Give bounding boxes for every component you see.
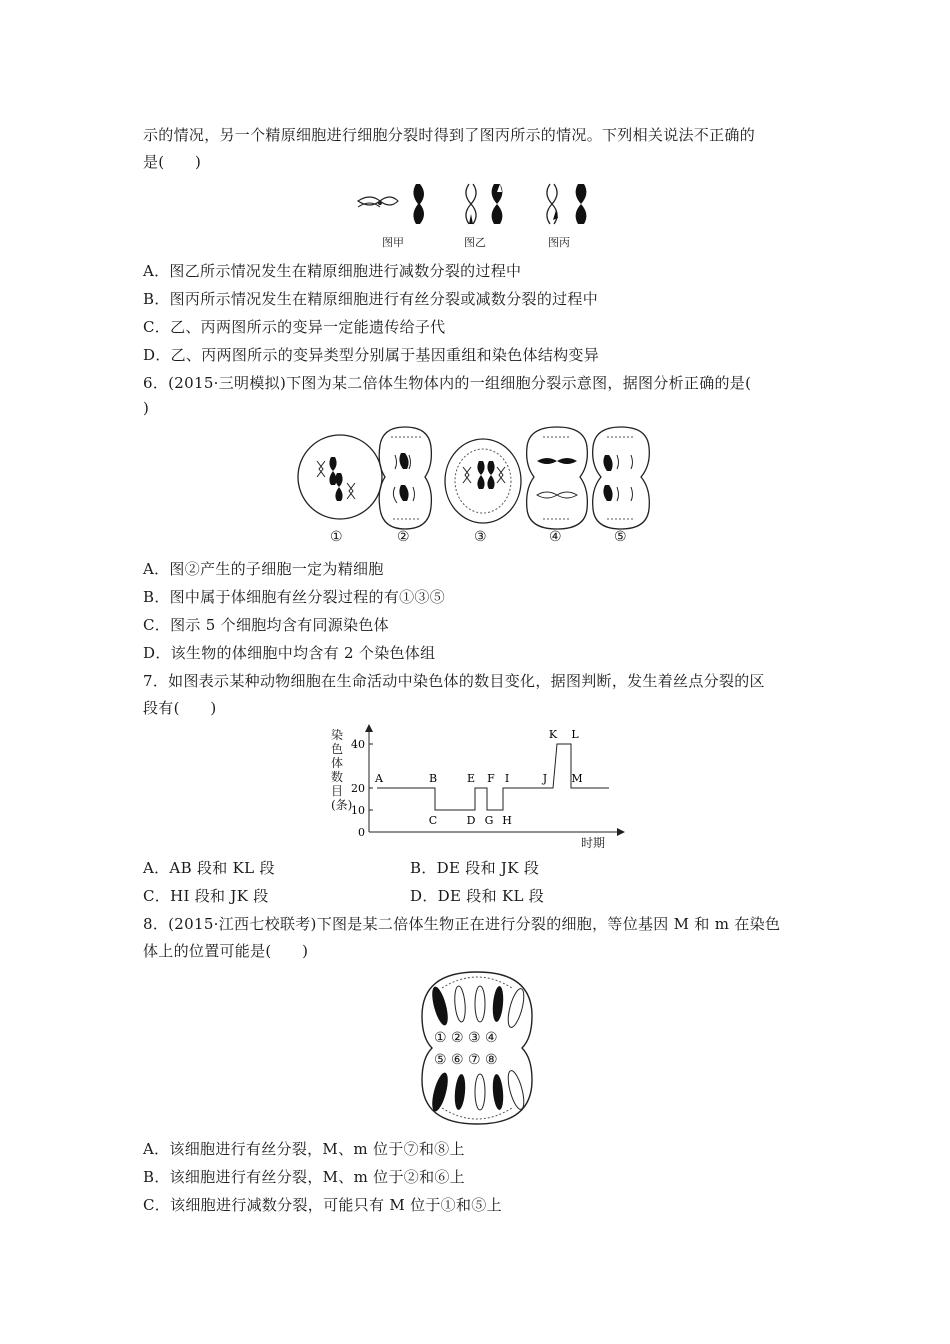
point-label-G: G <box>484 814 494 827</box>
cell-3 <box>445 439 521 523</box>
dividing-cell-figure <box>412 968 542 1128</box>
cell-2 <box>379 427 431 529</box>
point-label-H: H <box>502 814 512 827</box>
option-c: C．该细胞进行减数分裂，可能只有 M 位于①和⑤上 <box>143 1196 502 1214</box>
point-label-K: K <box>548 728 558 741</box>
chromosome-figure <box>352 180 602 250</box>
option-a: A．该细胞进行有丝分裂，M、m 位于⑦和⑧上 <box>143 1140 465 1158</box>
option-b: B．图中属于体细胞有丝分裂过程的有①③⑤ <box>143 588 446 606</box>
option-d: D．DE 段和 KL 段 <box>410 887 545 905</box>
point-label-L: L <box>571 728 579 741</box>
question-8-cont: 体上的位置可能是( ) <box>143 942 309 960</box>
y-tick-label: 10 <box>351 804 365 817</box>
point-label-E: E <box>466 772 476 785</box>
point-label-F: F <box>487 772 495 785</box>
question-8: 8．(2015·江西七校联考)下图是某二倍体生物正在进行分裂的细胞，等位基因 M 和 m 在染色 <box>143 915 781 933</box>
caption-bing: 图丙 <box>548 236 570 249</box>
option-a: A．图乙所示情况发生在精原细胞进行减数分裂的过程中 <box>143 262 522 280</box>
cell-label-3: ③ <box>474 529 487 545</box>
text-line: 是( ) <box>143 153 202 171</box>
chromosome-pair-bing <box>547 184 586 224</box>
cell-4 <box>527 427 588 529</box>
cell-division-figure <box>295 425 660 550</box>
cell-1 <box>298 435 382 519</box>
option-b: B．该细胞进行有丝分裂，M、m 位于②和⑥上 <box>143 1168 465 1186</box>
question-7: 7．如图表示某种动物细胞在生命活动中染色体的数目变化，据图判断，发生着丝点分裂的区 <box>143 672 765 690</box>
point-label-J: J <box>542 772 548 785</box>
cell-label-4: ④ <box>549 529 562 545</box>
point-label-A: A <box>375 772 383 785</box>
option-a: A．图②产生的子细胞一定为精细胞 <box>143 560 384 578</box>
y-tick-label: 0 <box>358 826 365 839</box>
x-axis-label: 时期 <box>581 836 606 850</box>
point-label-I: I <box>504 772 510 785</box>
option-c: C．图示 5 个细胞均含有同源染色体 <box>143 616 389 634</box>
option-d: D．该生物的体细胞中均含有 2 个染色体组 <box>143 644 436 662</box>
point-label-C: C <box>428 814 438 827</box>
question-6-cont: ) <box>143 399 150 417</box>
point-label-D: D <box>466 814 476 827</box>
chromosome-pair-yi <box>466 184 502 224</box>
question-7-cont: 段有( ) <box>143 699 217 717</box>
option-b: B．图丙所示情况发生在精原细胞进行有丝分裂或减数分裂的过程中 <box>143 290 599 308</box>
option-c: C．HI 段和 JK 段 <box>143 887 269 905</box>
text-line: 示的情况，另一个精原细胞进行细胞分裂时得到了图丙所示的情况。下列相关说法不正确的 <box>143 126 756 144</box>
question-6: 6．(2015·三明模拟)下图为某二倍体生物体内的一组细胞分裂示意图，据图分析正确的是( <box>143 374 752 392</box>
option-b: B．DE 段和 JK 段 <box>410 859 540 877</box>
option-c: C．乙、丙两图所示的变异一定能遗传给子代 <box>143 318 446 336</box>
caption-jia: 图甲 <box>382 236 404 249</box>
cell-label-5: ⑤ <box>614 529 627 545</box>
y-tick-label: 20 <box>351 782 365 795</box>
cell-label-1: ① <box>330 529 343 545</box>
cell-label-2: ② <box>397 529 410 545</box>
y-axis-label: 染色体数目(条) <box>331 728 353 812</box>
numbers-row-1: ① ② ③ ④ <box>434 1030 498 1046</box>
chromosome-pair-jia <box>358 184 424 224</box>
point-label-B: B <box>428 772 438 785</box>
y-tick-label: 40 <box>351 738 365 751</box>
point-label-M: M <box>571 772 583 785</box>
cell-5 <box>593 427 650 529</box>
numbers-row-2: ⑤ ⑥ ⑦ ⑧ <box>434 1052 498 1068</box>
option-d: D．乙、丙两图所示的变异类型分别属于基因重组和染色体结构变异 <box>143 346 600 364</box>
chromosome-number-chart <box>325 722 635 854</box>
caption-yi: 图乙 <box>464 236 486 249</box>
option-a: A．AB 段和 KL 段 <box>143 859 275 877</box>
